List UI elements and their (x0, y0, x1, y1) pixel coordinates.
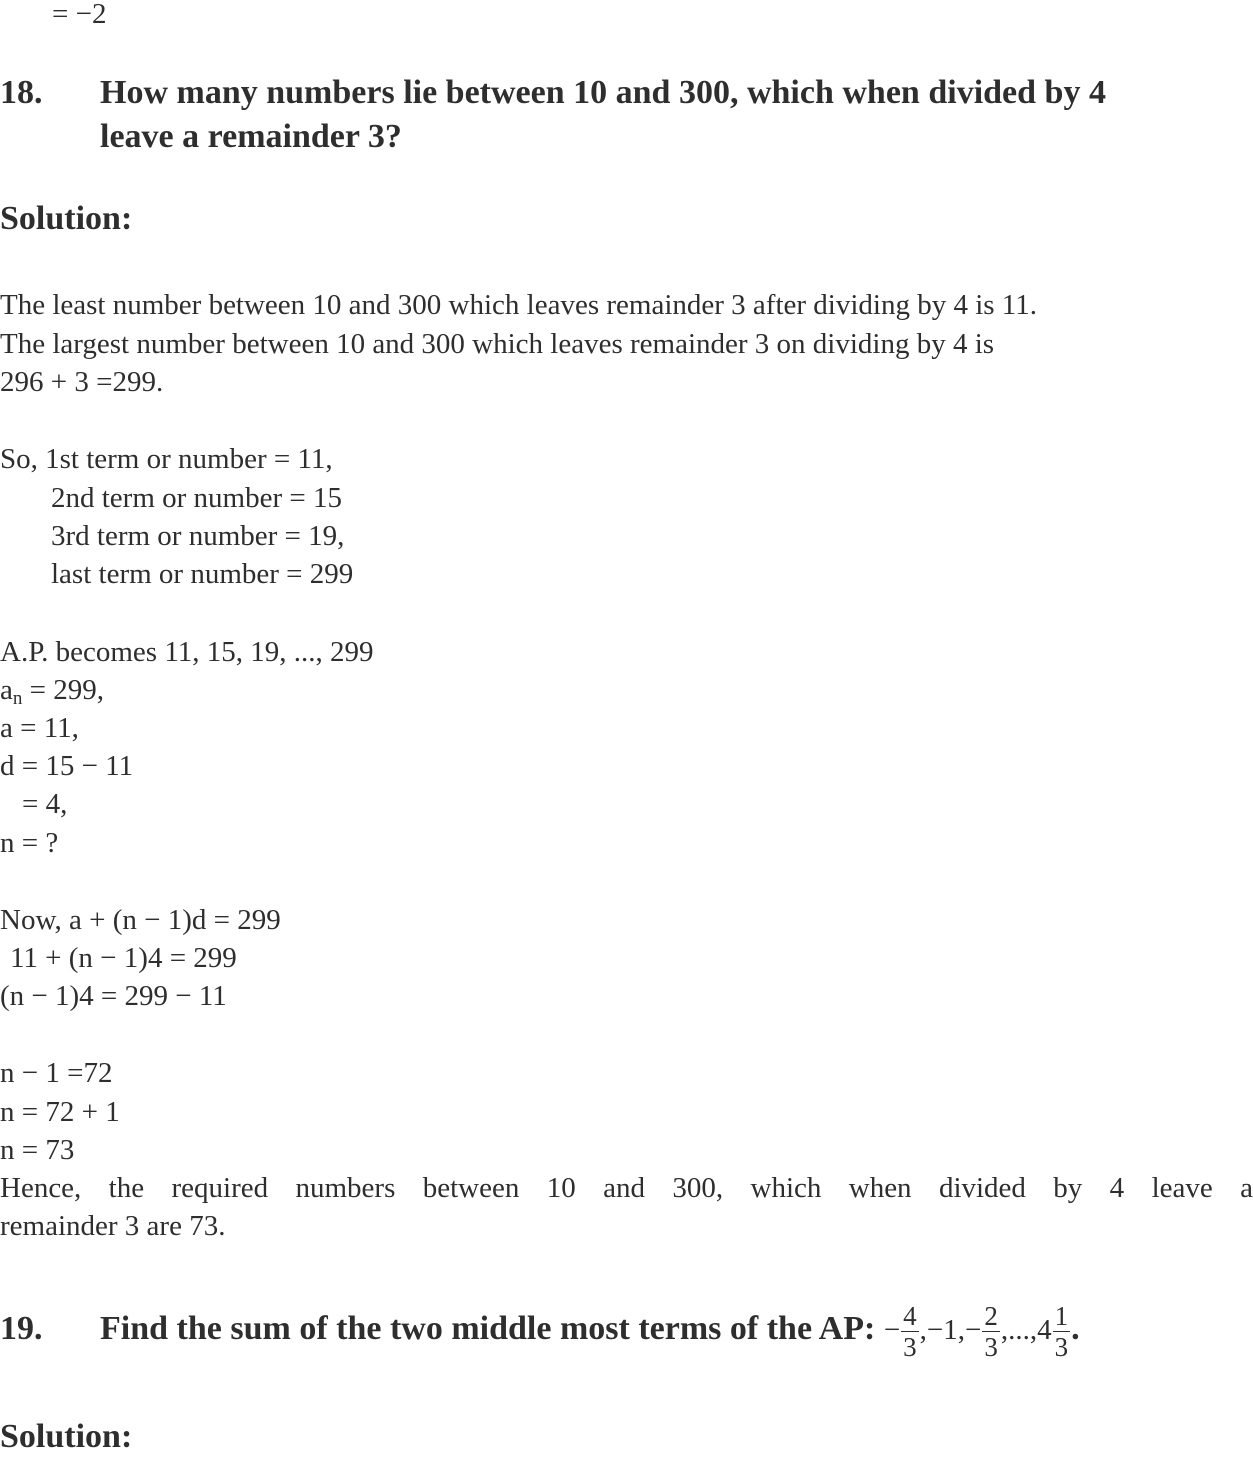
a-value: a = 11, (0, 712, 79, 744)
solution-18-para-line-1: The least number between 10 and 300 which leaves remainder 3 after dividing by 4 is 11. (0, 289, 1037, 321)
step-2: n = 72 + 1 (0, 1096, 120, 1128)
conclusion-line-2: remainder 3 are 73. (0, 1210, 226, 1242)
equation-3: (n − 1)4 = 299 − 11 (0, 980, 227, 1012)
equation-2: 11 + (n − 1)4 = 299 (10, 942, 237, 974)
solution-18-para-line-3: 296 + 3 =299. (0, 366, 164, 398)
term-line-3: 3rd term or number = 19, (51, 520, 345, 552)
question-18-number: 18. (0, 74, 43, 111)
n-unknown: n = ? (0, 827, 59, 859)
term-line-2: 2nd term or number = 15 (51, 482, 342, 514)
question-18-text-line2: leave a remainder 3? (100, 118, 402, 155)
solution-18-para-line-2: The largest number between 10 and 300 which leaves remainder 3 on dividing by 4 is (0, 328, 995, 360)
fraction-1-3: $\frac{1}{3}$ (1054, 1300, 1069, 1362)
fraction-neg-2-3: $\frac{2}{3}$ (984, 1300, 998, 1362)
solution-18-heading: Solution: (0, 200, 133, 237)
equation-1: Now, a + (n − 1)d = 299 (0, 904, 281, 936)
question-19-text: Find the sum of the two middle most terms of the AP: − $\frac{4}{3}$ ,−1,− $\frac{2}{3}$ ,...,4 $\frac{1}{3}$ . (100, 1300, 1080, 1362)
an-value: $a_n = 299$, (0, 674, 104, 709)
term-line-4: last term or number = 299 (51, 558, 354, 590)
step-3: n = 73 (0, 1134, 75, 1166)
ap-term-last-prefix: ,...,4 (1000, 1314, 1052, 1346)
conclusion-line-1: Hence, the required numbers between 10 and 300, which when divided by 4 leave a (0, 1172, 1253, 1204)
previous-result: = −2 (52, 0, 107, 30)
d-expression: d = 15 − 11 (0, 750, 134, 782)
d-result: = 4, (22, 788, 68, 820)
question-18-text-line1: How many numbers lie between 10 and 300, which when divided by 4 (100, 74, 1106, 111)
question-19-number: 19. (0, 1310, 43, 1347)
solution-19-heading: Solution: (0, 1418, 133, 1455)
ap-sequence: A.P. becomes 11, 15, 19, ..., 299 (0, 636, 374, 668)
ap-term-2: ,−1,− (919, 1314, 982, 1346)
step-1: n − 1 =72 (0, 1057, 113, 1089)
term-line-1: So, 1st term or number = 11, (0, 443, 333, 475)
ap-term-1-sign: − (883, 1314, 901, 1346)
fraction-neg-4-3: $\frac{4}{3}$ (903, 1300, 917, 1362)
